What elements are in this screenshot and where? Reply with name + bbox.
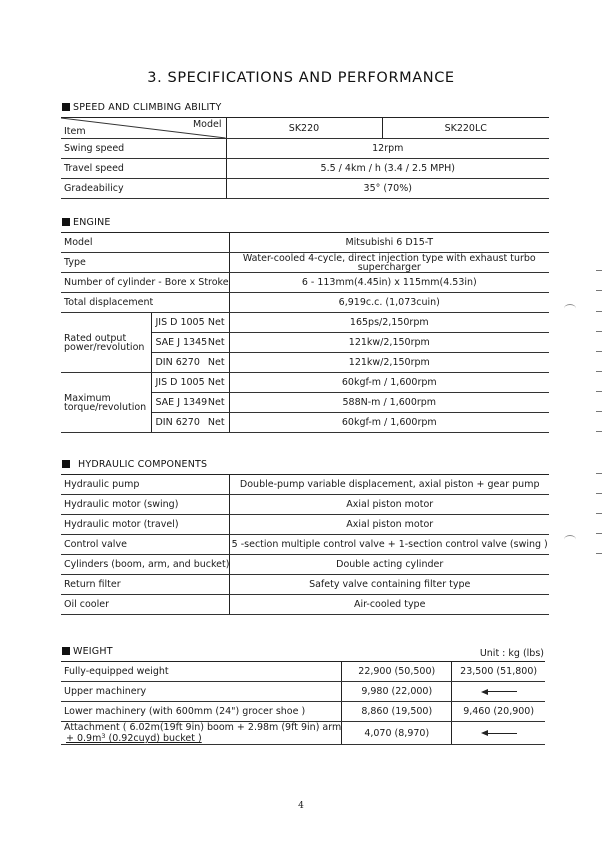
row-label: Gradeabilicy [61, 179, 226, 199]
std-cell [152, 353, 229, 373]
sk220lc-value [452, 682, 545, 702]
table-row [61, 253, 549, 273]
row-label: Oil cooler [61, 595, 230, 615]
item-model-header [61, 118, 226, 139]
row-value: Axial piston motor [230, 515, 549, 535]
row-value: 588N-m / 1,600rpm [229, 393, 549, 413]
row-label: Travel speed [61, 159, 226, 179]
label-line-1: Attachment ( 6.02m(19ft 9in) boom + 2.98m (9ft 9in) arm [64, 722, 342, 733]
table-row [61, 139, 549, 159]
row-value: 5 -section multiple control valve + 1-section control valve (swing ) [230, 535, 549, 555]
table-row [61, 575, 549, 595]
left-arrow-icon [481, 689, 517, 695]
table-row [61, 233, 549, 253]
row-value: Double acting cylinder [230, 555, 549, 575]
std-cell [152, 373, 229, 393]
group-label: Maximum torque/revolution [61, 373, 152, 433]
row-value: Double-pump variable displacement, axial piston + gear pump [230, 475, 549, 495]
section-heading-text: ENGINE [73, 217, 111, 228]
std: SAE J 1345 [155, 337, 208, 348]
left-arrow-icon [481, 730, 517, 736]
row-label: Hydraulic motor (swing) [61, 495, 230, 515]
scan-mark [564, 535, 576, 544]
std: JIS D 1005 [155, 317, 205, 328]
std-cell [152, 333, 229, 353]
label-line-2 [64, 732, 341, 743]
row-label: Fully-equipped weight [61, 662, 342, 682]
table-row [61, 273, 549, 293]
table-row [61, 722, 545, 745]
speed-table [61, 117, 549, 199]
table-row [61, 515, 549, 535]
margin-tick [596, 473, 602, 474]
row-value: 60kgf-m / 1,600rpm [229, 413, 549, 433]
margin-tick [596, 513, 602, 514]
row-value: 5.5 / 4km / h (3.4 / 2.5 MPH) [226, 159, 549, 179]
margin-tick [596, 553, 602, 554]
margin-tick [596, 431, 602, 432]
margin-tick [596, 331, 602, 332]
row-value: Water-cooled 4-cycle, direct injection type with exhaust turbo supercharger [229, 253, 549, 273]
square-bullet-icon [62, 647, 70, 655]
page-title: 3. SPECIFICATIONS AND PERFORMANCE [147, 70, 455, 86]
std-cell [152, 393, 229, 413]
square-bullet-icon [62, 103, 70, 111]
table-row [61, 535, 549, 555]
margin-tick [596, 371, 602, 372]
net: Net [207, 377, 225, 388]
table-row [61, 495, 549, 515]
std-cell [152, 413, 229, 433]
table-row [61, 702, 545, 722]
row-label: Control valve [61, 535, 230, 555]
table-row [61, 179, 549, 199]
row-label: Upper machinery [61, 682, 342, 702]
std: JIS D 1005 [155, 377, 205, 388]
sk220-value: 9,980 (22,000) [342, 682, 452, 702]
row-label: Model [61, 233, 229, 253]
section-heading-engine [62, 217, 111, 228]
label-part: (0.92cuyd) bucket ) [105, 733, 202, 744]
item-label: Item [64, 126, 86, 137]
table-row [61, 293, 549, 313]
row-value: Axial piston motor [230, 495, 549, 515]
sk220lc-value: 23,500 (51,800) [452, 662, 545, 682]
net: Net [207, 417, 225, 428]
hydraulic-table [61, 474, 549, 615]
margin-tick [596, 351, 602, 352]
row-value: Safety valve containing filter type [230, 575, 549, 595]
sk220lc-value: 9,460 (20,900) [452, 702, 545, 722]
section-heading-hydraulic [62, 459, 207, 470]
net: Net [207, 337, 225, 348]
std: SAE J 1349 [155, 397, 208, 408]
margin-tick [596, 290, 602, 291]
row-label: Hydraulic pump [61, 475, 230, 495]
section-heading-text: SPEED AND CLIMBING ABILITY [73, 102, 222, 113]
table-row [61, 595, 549, 615]
row-label [61, 722, 342, 745]
scan-mark [564, 304, 576, 313]
group-label: Rated output power/revolution [61, 313, 152, 373]
margin-tick [596, 493, 602, 494]
table-row [61, 662, 545, 682]
table-row [61, 313, 549, 333]
sk220lc-value [452, 722, 545, 745]
model-sk220: SK220 [226, 118, 382, 139]
section-heading-weight [62, 646, 113, 657]
weight-table [61, 661, 545, 745]
table-header-row [61, 118, 549, 139]
square-bullet-icon [62, 218, 70, 226]
model-sk220lc: SK220LC [382, 118, 549, 139]
sk220-value: 4,070 (8,970) [342, 722, 452, 745]
model-label: Model [192, 119, 222, 130]
std: DIN 6270 [155, 417, 200, 428]
label-part: + 0.9m [66, 733, 102, 744]
row-label: Cylinders (boom, arm, and bucket) [61, 555, 230, 575]
row-value: Air-cooled type [230, 595, 549, 615]
margin-tick [596, 391, 602, 392]
square-bullet-icon [62, 460, 70, 468]
row-label: Type [61, 253, 229, 273]
row-value: 12rpm [226, 139, 549, 159]
engine-table [61, 232, 549, 433]
net: Net [207, 397, 225, 408]
table-row [61, 475, 549, 495]
row-label: Swing speed [61, 139, 226, 159]
margin-tick [596, 311, 602, 312]
row-value: 165ps/2,150rpm [229, 313, 549, 333]
row-value: 60kgf-m / 1,600rpm [229, 373, 549, 393]
table-row [61, 159, 549, 179]
net: Net [207, 317, 225, 328]
table-row [61, 373, 549, 393]
margin-tick [596, 270, 602, 271]
row-label: Total displacement [61, 293, 229, 313]
section-heading-text: WEIGHT [73, 646, 113, 657]
sk220-value: 8,860 (19,500) [342, 702, 452, 722]
row-value: 6 - 113mm(4.45in) x 115mm(4.53in) [229, 273, 549, 293]
row-value: 121kw/2,150rpm [229, 353, 549, 373]
section-heading-text: HYDRAULIC COMPONENTS [78, 459, 208, 470]
margin-tick [596, 411, 602, 412]
row-value: Mitsubishi 6 D15-T [229, 233, 549, 253]
sk220-value: 22,900 (50,500) [342, 662, 452, 682]
row-label: Lower machinery (with 600mm (24") grocer shoe ) [61, 702, 342, 722]
row-label: Number of cylinder - Bore x Stroke [61, 273, 229, 293]
page-number: 4 [298, 801, 304, 811]
margin-tick [596, 533, 602, 534]
table-row [61, 555, 549, 575]
net: Net [207, 357, 225, 368]
row-value: 121kw/2,150rpm [229, 333, 549, 353]
row-value: 35° (70%) [226, 179, 549, 199]
section-heading-speed [62, 102, 222, 113]
std-cell [152, 313, 229, 333]
row-value: 6,919c.c. (1,073cuin) [229, 293, 549, 313]
unit-label: Unit : kg (lbs) [479, 648, 544, 659]
row-label: Return filter [61, 575, 230, 595]
table-row [61, 682, 545, 702]
row-label: Hydraulic motor (travel) [61, 515, 230, 535]
superscript: 3 [101, 732, 106, 740]
std: DIN 6270 [155, 357, 200, 368]
